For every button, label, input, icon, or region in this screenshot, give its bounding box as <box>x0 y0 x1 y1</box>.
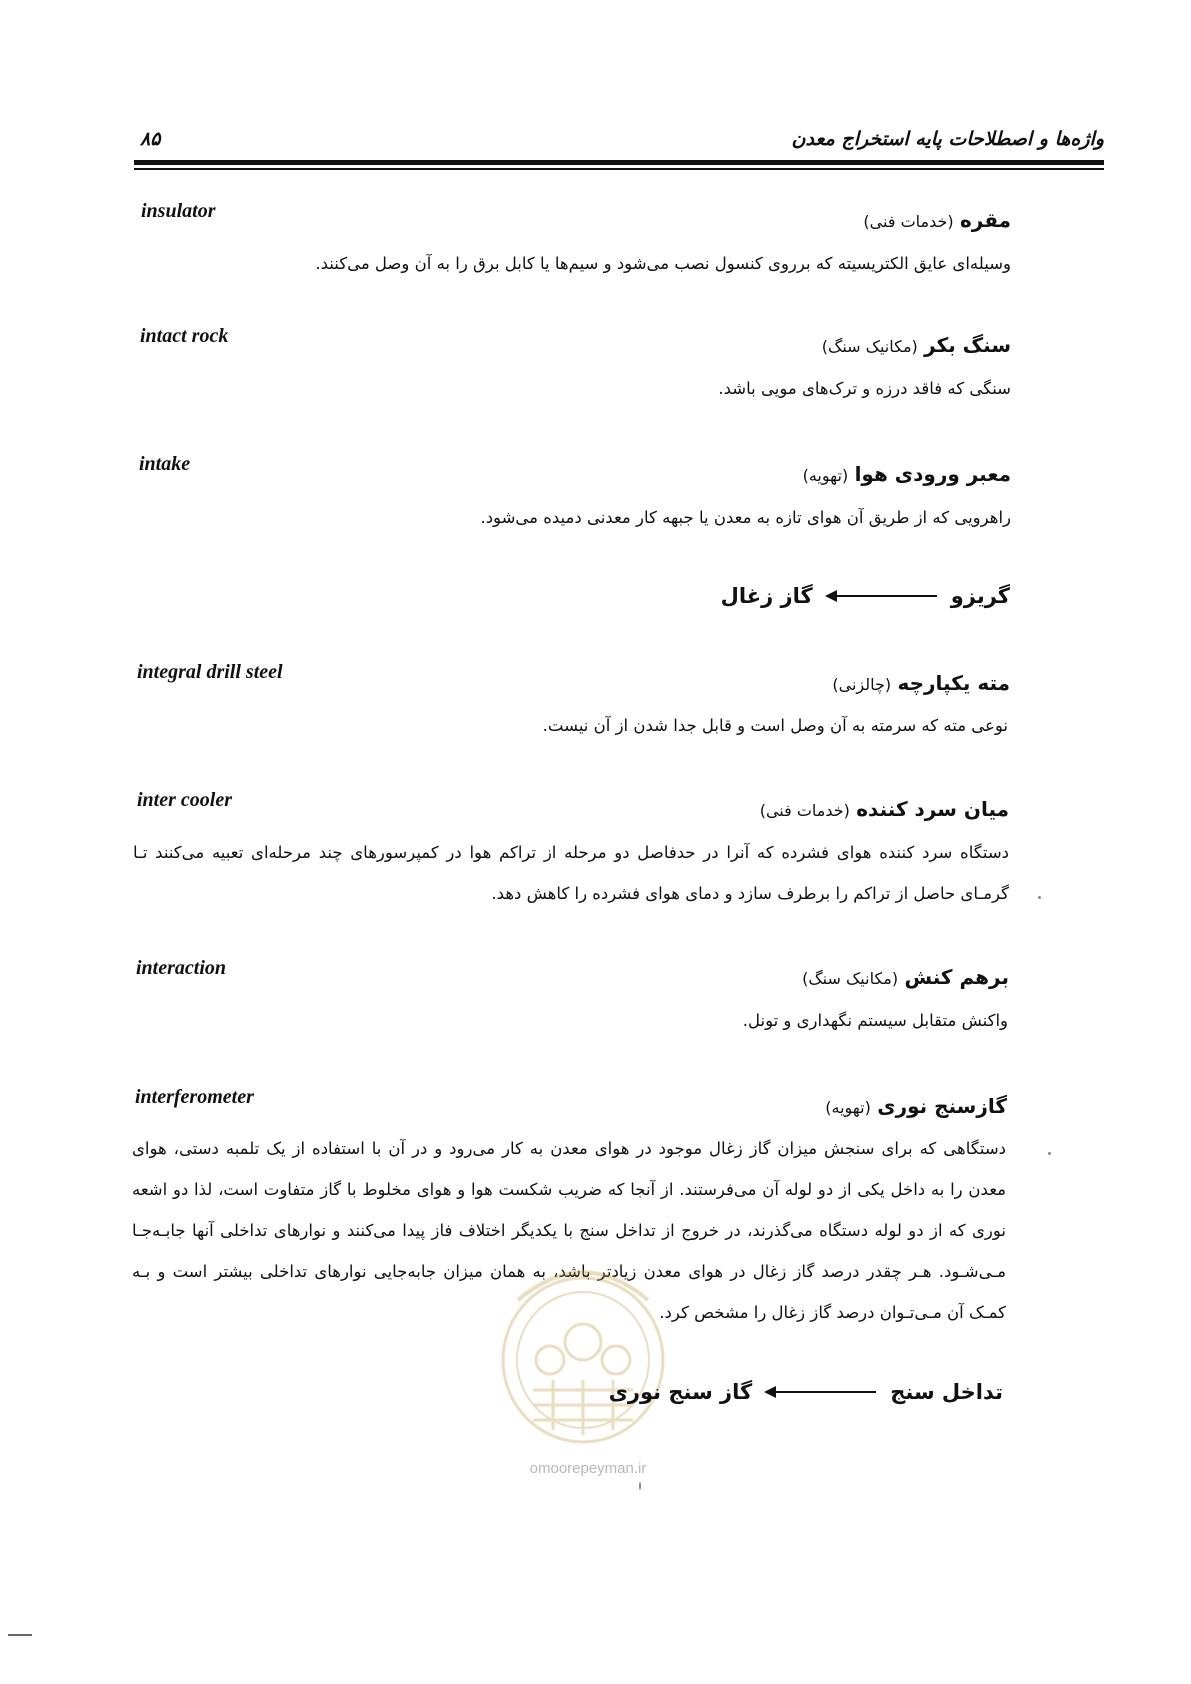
cross-ref-target: گاز سنج نوری <box>608 1380 753 1404</box>
entry-persian-term: برهم کنش <box>904 965 1009 989</box>
page-number: ۸۵ <box>140 128 161 150</box>
entry-definition: وسیله‌ای عایق الکتریسیته که برروی کنسول نصب می‌شود و سیم‌ها یا کابل برق را به آن وصل می‌کنند. <box>315 254 1011 273</box>
margin-mark <box>8 1634 32 1636</box>
arrow-left-icon <box>827 595 937 597</box>
entry-field: (چالزنی) <box>832 675 892 694</box>
watermark-url: omoorepeyman.ir <box>529 1460 647 1477</box>
header-rule-thick <box>134 160 1104 165</box>
entry-english-term: insulator <box>141 200 216 222</box>
entry-persian-heading <box>802 965 1009 989</box>
entry-persian-heading <box>760 797 1009 821</box>
entry-persian-heading <box>832 671 1010 695</box>
watermark-seal-icon <box>488 1250 678 1450</box>
entry-persian-heading <box>825 1094 1007 1118</box>
entry-persian-heading <box>863 208 1011 232</box>
entry-english-term: intake <box>139 453 191 475</box>
entry-field: (تهویه) <box>802 466 849 485</box>
entry-persian-term: میان سرد کننده <box>856 797 1009 821</box>
arrow-left-icon <box>766 1391 876 1393</box>
entry-field: (مکانیک سنگ) <box>802 969 899 988</box>
scan-speck <box>639 1482 641 1490</box>
entry-definition: راهرویی که از طریق آن هوای تازه به معدن یا جبهه کار معدنی دمیده می‌شود. <box>480 508 1011 527</box>
entry-persian-heading <box>803 462 1011 486</box>
entry-definition: دستگاهی که برای سنجش میزان گاز زغال موجود در هوای معدن به کار می‌رود و در آن با استفاده از یک تلمبه دستی، هوای معدن را به داخل یکی از دو لوله آن می‌فرستند. از آنجا که ضریب شکست هوا و هوای مخلوط با گاز متفاوت است، لذا دو اشعه نوری که از دو لوله دستگاه می‌گذرند، در خروج از تداخل سنج با یکدیگر اختلاف فاز پیدا می‌کنند و نوارهای تداخلی آنها جابـه‌جـا مـی‌شـود. هـر چقدر درصد گاز زغال در هوای معدن زیادتر باشد، به همان میزان جابه‌جایی نوارهای تداخلی بیشتر است و بـه کمـک آن مـی‌تـوان درصد گاز زغال را مشخص کرد. <box>132 1139 1006 1322</box>
entry-definition: نوعی مته که سرمته به آن وصل است و قابل جدا شدن از آن نیست. <box>542 716 1008 735</box>
entry-english-term: interaction <box>136 957 227 979</box>
scan-speck <box>1048 1152 1051 1155</box>
entry-field: (مکانیک سنگ) <box>821 337 918 356</box>
entry-definition: سنگی که فاقد درزه و ترک‌های مویی باشد. <box>718 379 1011 398</box>
entry-persian-term: سنگ بکر <box>924 333 1011 357</box>
entry-english-term: integral drill steel <box>137 661 283 683</box>
entry-persian-heading <box>822 333 1011 357</box>
entry-field: (تهویه) <box>825 1098 871 1117</box>
running-title: واژه‌ها و اصطلاحات پایه استخراج معدن <box>791 128 1104 150</box>
entry-persian-term: مقره <box>959 208 1011 232</box>
entry-definition: واکنش متقابل سیستم نگهداری و تونل. <box>742 1011 1008 1030</box>
entry-english-term: interferometer <box>135 1086 254 1108</box>
entry-persian-term: گازسنج نوری <box>877 1094 1007 1118</box>
cross-ref-source: گریزو <box>950 584 1010 608</box>
cross-ref-target: گاز زغال <box>720 584 813 608</box>
entry-persian-term: معبر ورودی هوا <box>854 462 1011 486</box>
header-rule-thin <box>134 168 1104 170</box>
cross-reference <box>721 584 1010 608</box>
entry-persian-term: مته یکپارچه <box>897 671 1010 695</box>
entry-english-term: intact rock <box>140 325 229 347</box>
scan-speck <box>1038 896 1041 899</box>
cross-reference <box>609 1380 1003 1404</box>
entry-field: (خدمات فنی) <box>759 801 850 820</box>
entry-english-term: inter cooler <box>137 789 232 811</box>
cross-ref-source: تداخل سنج <box>890 1380 1003 1404</box>
entry-definition: دستگاه سرد کننده هوای فشرده که آنرا در حدفاصل دو مرحله از تراکم هوا در کمپرسورهای چند مرحله‌ای تعبیه می‌کنند تـا گرمـای حاصل از تراکم را برطرف سازد و دمای هوای فشرده را کاهش دهد. <box>133 843 1009 903</box>
entry-field: (خدمات فنی) <box>863 212 954 231</box>
